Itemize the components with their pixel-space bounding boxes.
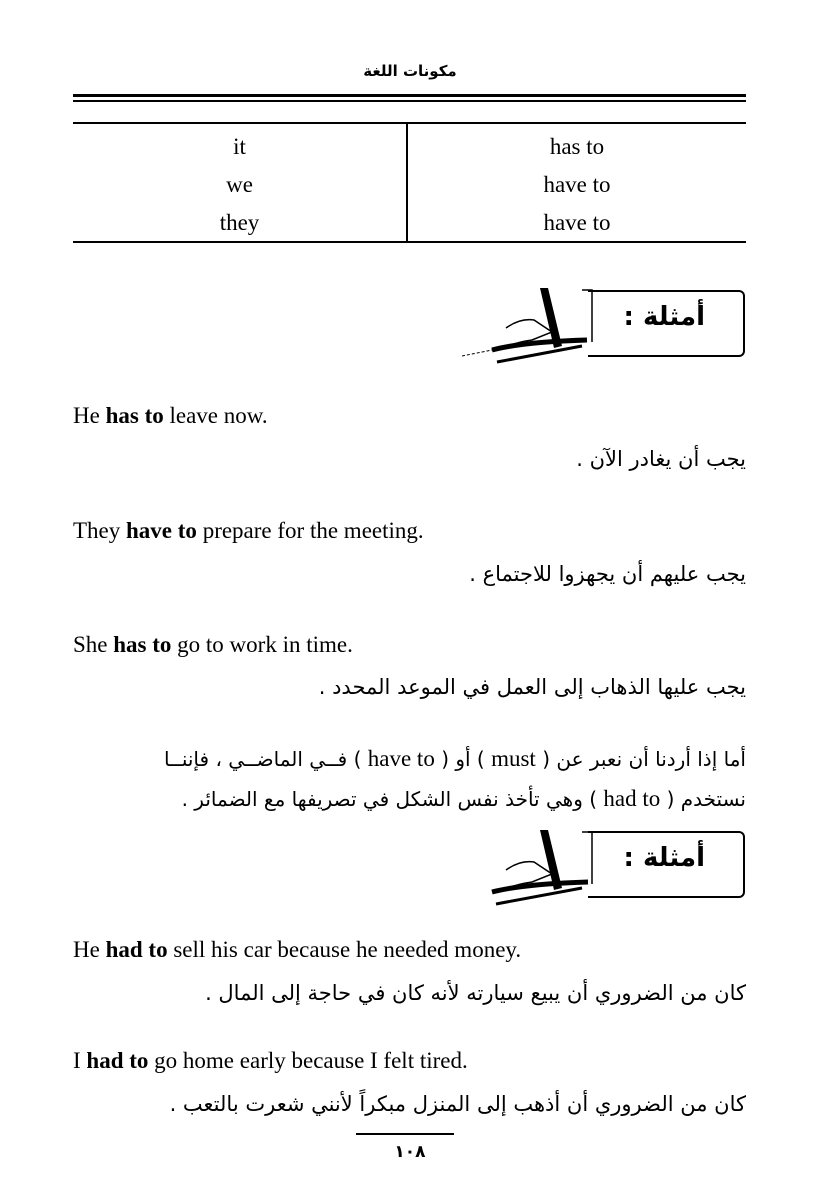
form-cell: has to bbox=[549, 134, 605, 159]
pointing-hand-icon bbox=[478, 826, 598, 911]
explanation-line: نستخدم ( had to ) وهي تأخذ نفس الشكل في تصريفها مع الضمائر . bbox=[181, 786, 746, 811]
example-arabic: يجب عليها الذهاب إلى العمل في الموعد المحدد . bbox=[318, 675, 746, 699]
pointing-hand-icon bbox=[462, 284, 597, 369]
example-english: He had to sell his car because he needed money. bbox=[73, 937, 522, 962]
example-english: He has to leave now. bbox=[73, 403, 268, 428]
example-arabic: كان من الضروري أن أذهب إلى المنزل مبكراً لأنني شعرت بالتعب . bbox=[169, 1092, 746, 1116]
header-rule-top bbox=[73, 94, 746, 97]
example-arabic: يجب أن يغادر الآن . bbox=[576, 447, 746, 471]
example-english: They have to prepare for the meeting. bbox=[73, 518, 424, 543]
examples-box bbox=[588, 831, 745, 898]
examples-box bbox=[588, 290, 745, 357]
examples-label: أمثلة : bbox=[623, 843, 705, 873]
pronoun-cell: it bbox=[233, 134, 246, 159]
example-arabic: كان من الضروري أن يبيع سيارته لأنه كان في حاجة إلى المال . bbox=[205, 981, 746, 1005]
pronoun-cell: they bbox=[219, 210, 260, 235]
running-header: مكونات اللغة bbox=[363, 62, 457, 80]
pronoun-column bbox=[73, 132, 406, 246]
example-arabic: يجب عليهم أن يجهزوا للاجتماع . bbox=[469, 562, 746, 586]
form-cell: have to bbox=[543, 172, 611, 197]
footer-rule bbox=[356, 1133, 454, 1135]
pronoun-cell: we bbox=[226, 172, 253, 197]
page-number: ١٠٨ bbox=[394, 1142, 426, 1162]
explanation-line: أما إذا أردنا أن نعبر عن ( must ) أو ( have to ) فــي الماضــي ، فإننــا bbox=[164, 746, 746, 771]
example-english: She has to go to work in time. bbox=[73, 632, 353, 657]
conjugation-table bbox=[73, 122, 746, 243]
examples-label: أمثلة : bbox=[623, 302, 705, 332]
example-english: I had to go home early because I felt tired. bbox=[73, 1048, 468, 1073]
header-rule-bottom bbox=[73, 100, 746, 102]
form-cell: have to bbox=[543, 210, 611, 235]
form-column bbox=[408, 132, 746, 246]
